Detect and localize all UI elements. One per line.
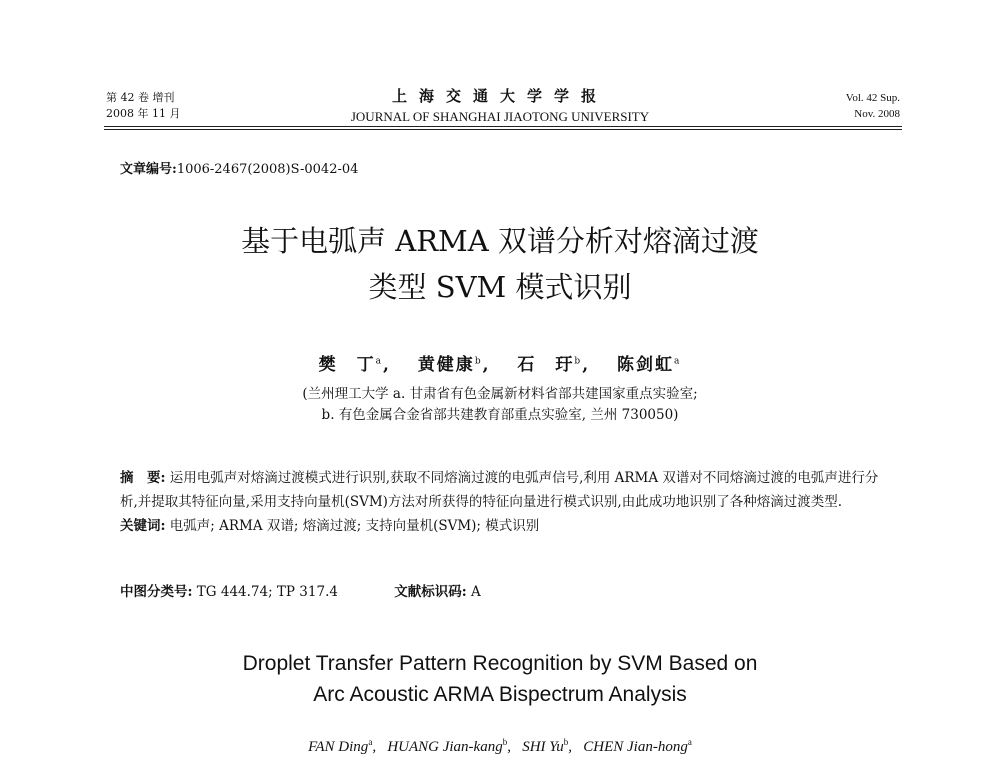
authors-chinese: 樊 丁$^a$, 黄健康$^b$, 石 玗$^b$, 陈剑虹$^a$ (318, 355, 682, 375)
affiliation-chinese (100, 384, 900, 426)
document-code-value: A (466, 584, 481, 600)
journal-title-en: JOURNAL OF SHANGHAI JIAOTONG UNIVERSITY (350, 109, 650, 124)
classification-line (120, 580, 481, 600)
author-mark: a (674, 356, 682, 367)
author-mark: a (368, 737, 373, 747)
classification-label: 中图分类号: (120, 584, 193, 600)
affiliation-line-2: b. 有色金属合金省部共建教育部重点实验室, 兰州 730050) (321, 407, 679, 423)
journal-title-cn: 上海交通大学学报 (391, 87, 608, 105)
title-english (100, 648, 900, 710)
publication-date-en: Nov. 2008 (854, 108, 900, 120)
author-mark: b (502, 737, 508, 747)
journal-volume-info-en (846, 90, 900, 122)
document-code-label: 文献标识码: (394, 584, 467, 600)
journal-title (300, 86, 700, 126)
author-cn: 黄健康 (417, 355, 475, 375)
document-code (394, 580, 481, 600)
abstract-cn (120, 466, 880, 538)
affiliation-line-1: (兰州理工大学 a. 甘肃省有色金属新材料省部共建国家重点实验室; (302, 386, 698, 402)
authors-english: FAN Ding$^a$, HUANG Jian-kang$^b$, SHI Yu$^b$, CHEN Jian-hong$^a$ (308, 737, 692, 755)
publication-date: 2008 年 11 月 (106, 107, 181, 120)
author-cn: 石 玗 (517, 355, 575, 375)
article-number-label: 文章编号: (120, 162, 177, 177)
author-mark: a (687, 737, 692, 747)
volume-issue: 第 42 卷 增刊 (106, 91, 175, 104)
author-mark: b (574, 356, 583, 367)
header-rule-thick (104, 126, 902, 127)
author-mark: a (375, 356, 383, 367)
author-cn: 陈剑虹 (617, 355, 675, 375)
article-number (120, 158, 358, 177)
author-en: FAN Ding (308, 739, 369, 755)
keywords (120, 514, 880, 538)
author-en: CHEN Jian-hong (583, 739, 688, 755)
classification-value: TG 444.74; TP 317.4 (192, 584, 338, 600)
abstract-paragraph (120, 466, 880, 514)
keywords-label: 关键词: (120, 518, 166, 534)
keywords-text: 电弧声; ARMA 双谱; 熔滴过渡; 支持向量机(SVM); 模式识别 (165, 518, 540, 534)
title-cn-line-1: 基于电弧声 ARMA 双谱分析对熔滴过渡 (241, 224, 759, 258)
title-en-line-2: Arc Acoustic ARMA Bispectrum Analysis (313, 683, 687, 706)
journal-volume-info (106, 90, 180, 122)
author-mark: b (563, 737, 569, 747)
author-en: SHI Yu (522, 739, 564, 755)
header-rule-thin (104, 129, 902, 130)
abstract-label: 摘 要: (120, 470, 166, 486)
title-chinese (100, 218, 900, 310)
title-en-line-1: Droplet Transfer Pattern Recognition by SVM Based on (242, 652, 758, 675)
author-mark: b (474, 356, 483, 367)
article-number-value: 1006-2467(2008)S-0042-04 (176, 162, 359, 177)
title-cn-line-2: 类型 SVM 模式识别 (368, 270, 632, 304)
author-en: HUANG Jian-kang (387, 739, 503, 755)
author-cn: 樊 丁 (318, 355, 376, 375)
volume-issue-en: Vol. 42 Sup. (845, 92, 900, 104)
abstract-text: 运用电弧声对熔滴过渡模式进行识别,获取不同熔滴过渡的电弧声信号,利用 ARMA 双谱对不同熔滴过渡的电弧声进行分析,并提取其特征向量,采用支持向量机(SVM)方法对所获得的特征向量进行模式识别,由此成功地识别了各种熔滴过渡类型. (120, 470, 879, 510)
